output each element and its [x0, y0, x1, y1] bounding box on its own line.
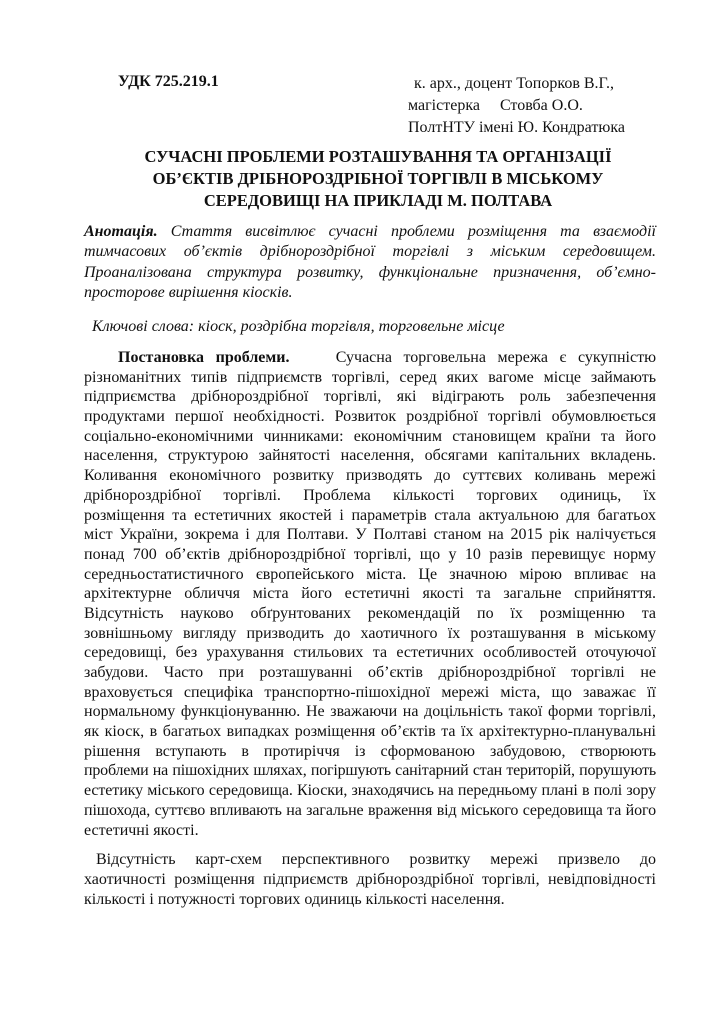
- text-line: [84, 525, 656, 545]
- title-line: ОБ’ЄКТІВ ДРІБНОРОЗДРІБНОЇ ТОРГІВЛІ В МІСЬКОМУ: [152, 169, 604, 188]
- line-text: тимчасових об’єктів дрібнороздрібної торгівлі з міським середовищем.: [84, 243, 656, 261]
- line-text: архітектурне обличчя міста його естетичні якості та загальне сприйняття.: [84, 585, 656, 603]
- text-line: [84, 604, 656, 624]
- article-title: [84, 146, 672, 212]
- title-line: СУЧАСНІ ПРОБЛЕМИ РОЗТАШУВАННЯ ТА ОРГАНІЗАЦІЇ: [144, 147, 612, 166]
- line-text: соціально-економічними чинниками: економічним становищем країни та його: [84, 427, 656, 445]
- line-text: Відсутність науково обґрунтованих рекомендацій по їх розміщенню та: [84, 604, 656, 622]
- line-text: різноманітних типів підприємств торгівлі, серед яких вагоме місце займають: [84, 368, 656, 386]
- line-text: естетичні якості.: [84, 821, 199, 839]
- line-text: кількості і потужності торгових одиниць кількості населення.: [84, 891, 505, 908]
- text-line: [84, 222, 656, 242]
- author-line: магістерка Стовба О.О.: [408, 97, 583, 114]
- line-text: дрібнороздрібної торгівлі. Проблема кількості торгових одиниць, їх: [84, 486, 656, 504]
- title-line: СЕРЕДОВИЩІ НА ПРИКЛАДІ М. ПОЛТАВА: [203, 191, 553, 210]
- paragraph-second: [84, 850, 656, 910]
- text-line: [84, 466, 656, 486]
- text-line: [84, 663, 656, 683]
- text-line: [84, 742, 656, 762]
- text-line: [84, 722, 656, 742]
- line-text: як кіоск, в багатьох випадках розміщення об’єктів та їх архітектурно-планувальні: [84, 723, 656, 741]
- line-text: середовищі, без урахування стильових та естетичних особливостей оточуючої: [84, 644, 656, 662]
- text-line: [84, 624, 656, 644]
- text-line: [84, 584, 656, 604]
- line-text: Проаналізована структура розвитку, функціональне призначення, об’ємно-: [84, 263, 656, 281]
- text-line: [84, 870, 656, 890]
- line-text: продуктами першої необхідності. Розвиток роздрібної торгівлі обумовлюється: [84, 408, 656, 426]
- authors-block: [408, 73, 625, 139]
- text-line: [84, 683, 656, 703]
- line-text: зовнішньому вигляду призводить до хаотичного їх розташування в міському: [84, 624, 656, 642]
- paragraph-problem-statement: [84, 348, 656, 840]
- line-text: Сучасна торговельна мережа є сукупністю: [335, 349, 657, 366]
- text-line: [84, 781, 656, 801]
- text-line: [84, 348, 656, 368]
- author-line: к. арх., доцент Топорков В.Г.,: [414, 75, 614, 92]
- line-text: підприємства дрібнороздрібної торгівлі, які відіграють роль забезпечення: [84, 388, 656, 406]
- affiliation: ПолтНТУ імені Ю. Кондратюка: [408, 119, 625, 136]
- line-text: Коливання економічного розвитку призводять до суттєвих коливань мережі: [84, 467, 656, 485]
- line-text: розміщення та естетичних якостей і параметрів стала актуальною для багатьох: [84, 506, 656, 524]
- text-line: [84, 821, 656, 841]
- text-line: [84, 263, 656, 283]
- text-line: [84, 427, 656, 447]
- text-line: [84, 850, 656, 870]
- text-line: [84, 506, 656, 526]
- text-line: [84, 407, 656, 427]
- line-text: понад 700 об’єктів дрібнороздрібної торгівлі, що у 10 разів перевищує норму: [84, 545, 656, 563]
- text-line: [84, 565, 656, 585]
- section-label: Постановка проблеми.: [118, 349, 290, 366]
- line-text: міст України, зокрема і для Полтави. У Полтаві станом на 2015 рік налічується: [84, 526, 656, 544]
- line-text: пішохода, суттєво впливають на загальне враження від міського середовища та його: [84, 801, 656, 819]
- udk-code: УДК 725.219.1: [118, 73, 219, 90]
- line-text: враховується специфіка транспортно-пішохідної мережі міста, що заважає її: [84, 683, 656, 701]
- text-line: [84, 486, 656, 506]
- section-label: Анотація.: [84, 223, 158, 240]
- text-line: [84, 643, 656, 663]
- line-text: середньостатистичного європейського міста. Це значною мірою впливає на: [84, 565, 656, 583]
- text-line: [84, 387, 656, 407]
- text-line: [84, 890, 656, 910]
- line-text: естетику міського середовища. Кіоски, знаходячись на передньому плані в полі зору: [84, 782, 656, 800]
- text-line: [84, 283, 656, 303]
- line-text: нормальному функціонуванню. Не зважаючи на доцільність такої форми торгівлі,: [84, 703, 656, 721]
- line-text: забудови. Часто при розташуванні об’єктів дрібнороздрібної торгівлі не: [84, 664, 656, 681]
- line-text: рішення вступають в протиріччя із сформованою забудовою, створюють: [84, 742, 656, 760]
- line-text: проблеми на пішохідних шляхах, погіршують санітарний стан територій, порушують: [84, 762, 656, 780]
- line-text: Стаття висвітлює сучасні проблеми розміщення та взаємодії: [170, 223, 656, 240]
- text-line: [84, 545, 656, 565]
- keywords: Ключові слова: кіоск, роздрібна торгівля, торговельне місце: [92, 318, 505, 335]
- text-line: [84, 368, 656, 388]
- line-text: Відсутність карт-схем перспективного розвитку мережі призвело до: [96, 851, 656, 868]
- text-line: [84, 446, 656, 466]
- text-line: [84, 801, 656, 821]
- line-text: хаотичності розміщення підприємств дрібнороздрібної торгівлі, невідповідності: [84, 871, 656, 888]
- text-line: [84, 242, 656, 262]
- text-line: [84, 702, 656, 722]
- text-line: [84, 761, 656, 781]
- line-text: просторове вирішення кіосків.: [84, 283, 293, 301]
- line-text: населення, структурою зайнятості населення, обсягами капітальних вкладень.: [84, 447, 656, 465]
- abstract: [84, 222, 656, 303]
